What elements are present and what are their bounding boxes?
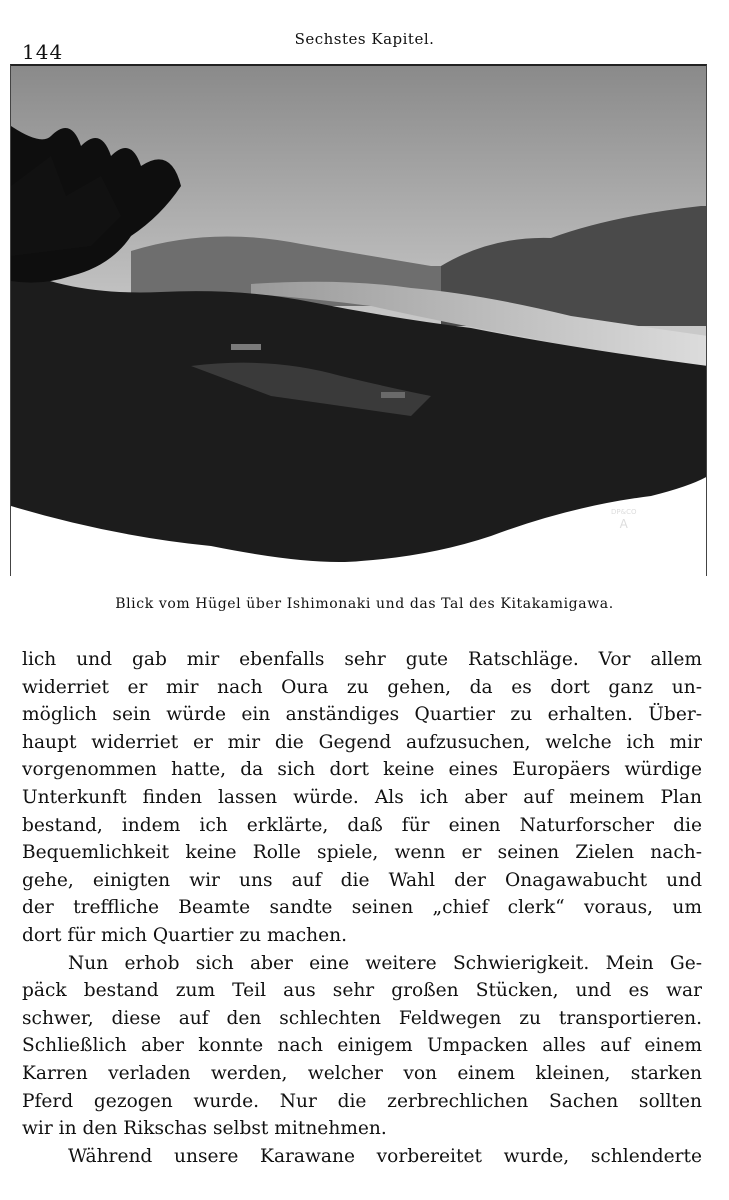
monogram-letter: A [619, 517, 628, 531]
text-line: möglich sein würde ein anständiges Quartier zu erhalten. Über- [22, 704, 702, 726]
figure-caption: Blick vom Hügel über Ishimonaki und das Tal des Kitakamigawa. [115, 596, 614, 612]
text-line: schwer, diese auf den schlechten Feldwegen zu transportieren. [22, 1007, 702, 1029]
text-line: Bequemlichkeit keine Rolle spiele, wenn er seinen Zielen nach- [22, 842, 702, 864]
body-text [22, 646, 702, 1170]
text-line: Schließlich aber konnte nach einigem Umpacken alles auf einem [22, 1035, 702, 1057]
landscape-photo [10, 64, 707, 576]
text-line: Pferd gezogen wurde. Nur die zerbrechlichen Sachen sollten [22, 1090, 702, 1112]
landscape-photo-icon [11, 66, 707, 576]
text-line: der treffliche Beamte sandte seinen „chief clerk“ voraus, um [22, 897, 702, 919]
text-line: wir in den Rikschas selbst mitnehmen. [22, 1118, 387, 1140]
text-line: gehe, einigten wir uns auf die Wahl der Onagawabucht und [22, 869, 702, 891]
monogram [611, 506, 636, 530]
text-line: Unterkunft finden lassen würde. Als ich aber auf meinem Plan [22, 786, 702, 808]
text-line: bestand, indem ich erklärte, daß für einen Naturforscher die [22, 814, 702, 836]
text-line: dort für mich Quartier zu machen. [22, 924, 347, 946]
monogram-small-text: DP&CO [611, 508, 637, 516]
text-line: Nun erhob sich aber eine weitere Schwierigkeit. Mein Ge- [68, 952, 702, 974]
text-line: Karren verladen werden, welcher von einem kleinen, starken [22, 1062, 702, 1084]
text-line: vorgenommen hatte, da sich dort keine eines Europäers würdige [22, 759, 702, 781]
running-header: Sechstes Kapitel. [294, 30, 435, 48]
page-number: 144 [22, 40, 64, 64]
text-line: Während unsere Karawane vorbereitet wurde, schlenderte [68, 1145, 702, 1167]
text-line: päck bestand zum Teil aus sehr großen Stücken, und es war [22, 980, 702, 1002]
text-line: widerriet er mir nach Oura zu gehen, da es dort ganz un- [22, 676, 702, 698]
text-line: lich und gab mir ebenfalls sehr gute Ratschläge. Vor allem [22, 649, 702, 670]
text-line: haupt widerriet er mir die Gegend aufzusuchen, welche ich mir [22, 731, 702, 753]
